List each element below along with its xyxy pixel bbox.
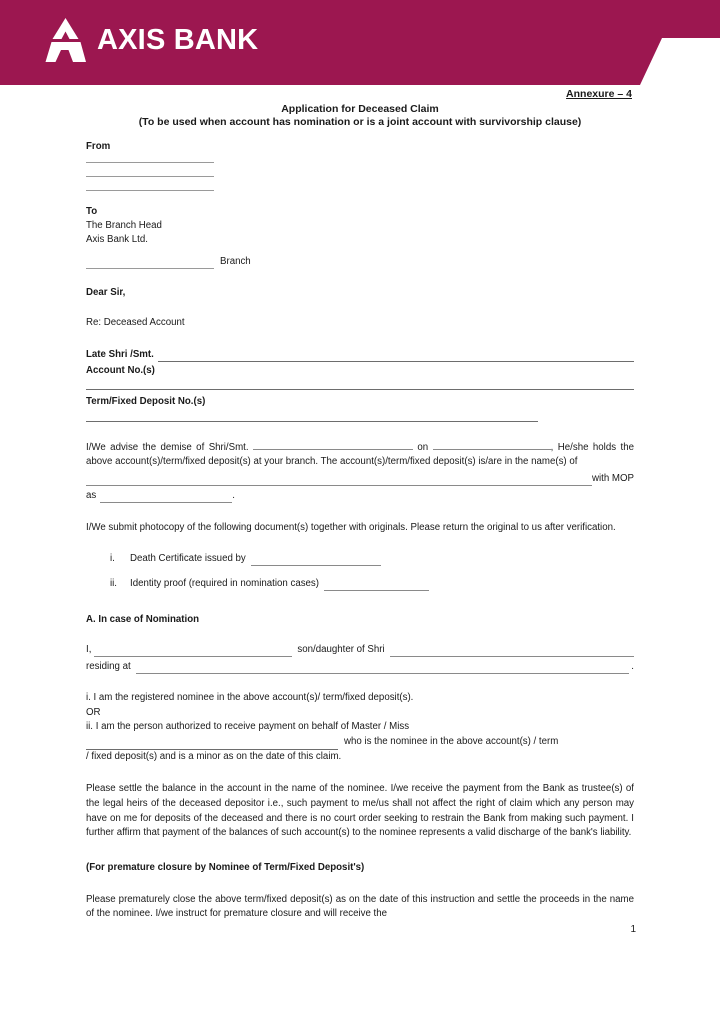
- annexure-label: Annexure – 4: [566, 88, 632, 100]
- nominee-declaration-block: [86, 691, 634, 765]
- documents-list: [86, 552, 634, 591]
- subject-line: Re: Deceased Account: [86, 317, 185, 329]
- settlement-paragraph: Please settle the balance in the account in the name of the nominee. I/we receive the payment from the Bank as trustee(s) of the legal heirs of the deceased depositor i.e., such payment to me/us shall not affect the right of claim which any person may have on me for deposits of the deceased and there is no court order seeking to restrain the Bank from making such payment. I further affirm that payment of the balances of such account(s) to the nominee represents a valid discharge of the bank's liability.: [86, 783, 634, 839]
- demise-paragraph: [86, 440, 634, 470]
- as-label: as: [86, 489, 97, 501]
- nominee-option-i: i. I am the registered nominee in the above account(s)/ term/fixed deposit(s).: [86, 691, 414, 703]
- list-item: [86, 552, 634, 566]
- demise-text-part2: on: [417, 441, 429, 453]
- account-names-input-line[interactable]: [86, 475, 592, 486]
- claimant-name-row: [86, 643, 634, 657]
- to-bank-name: Axis Bank Ltd.: [86, 233, 148, 245]
- nominee-option-ii-line3: / fixed deposit(s) and is a minor as on the date of this claim.: [86, 750, 342, 762]
- to-branch-head: The Branch Head: [86, 219, 162, 231]
- mop-value-row: [86, 489, 634, 503]
- term-deposit-input-line[interactable]: [86, 421, 538, 422]
- axis-bank-a-mark-icon: [44, 17, 88, 63]
- minor-nominee-row: [86, 735, 634, 750]
- with-mop-label: with MOP: [592, 472, 634, 484]
- father-name-input-line[interactable]: [390, 646, 634, 657]
- list-item-label: Identity proof (required in nomination cases): [130, 577, 320, 589]
- term-deposit-label: Term/Fixed Deposit No.(s): [86, 395, 206, 407]
- list-item-label: Death Certificate issued by: [130, 552, 246, 564]
- mop-input-line[interactable]: [100, 492, 232, 503]
- branch-label: Branch: [220, 256, 251, 268]
- documents-paragraph: I/We submit photocopy of the following document(s) together with originals. Please return the original to us after verification.: [86, 521, 616, 533]
- identity-proof-input-line[interactable]: [324, 581, 429, 591]
- residing-suffix: .: [631, 660, 634, 672]
- premature-closure-heading: (For premature closure by Nominee of Term/Fixed Deposit's): [86, 861, 365, 873]
- to-block: [86, 205, 634, 269]
- brand-name: AXIS BANK: [97, 23, 259, 56]
- residing-row: [86, 660, 634, 674]
- page-subtitle: (To be used when account has nomination or is a joint account with survivorship clause): [138, 116, 582, 128]
- list-item-number: ii.: [110, 577, 117, 589]
- salutation: Dear Sir,: [86, 287, 126, 299]
- from-block: [86, 140, 634, 191]
- account-no-input-line[interactable]: [86, 389, 634, 390]
- branch-row: [86, 255, 634, 269]
- nominee-or-divider: OR: [86, 706, 101, 718]
- account-no-label: Account No.(s): [86, 364, 155, 376]
- claimant-name-input-line[interactable]: [94, 646, 292, 657]
- late-name-input-line[interactable]: [158, 351, 634, 362]
- residing-label: residing at: [86, 660, 131, 672]
- minor-nominee-input-line[interactable]: [86, 738, 338, 750]
- address-input-line[interactable]: [136, 663, 630, 674]
- nominee-option-ii-line2: who is the nominee in the above account(s) / term: [344, 736, 559, 748]
- premature-closure-paragraph: Please prematurely close the above term/fixed deposit(s) as on the date of this instruction and settle the proceeds in the name of the nominee. I/we instruct for premature closure and will receive the: [86, 893, 634, 920]
- branch-input-line[interactable]: [86, 257, 214, 269]
- names-mop-row: [86, 472, 634, 486]
- demise-text-part3: , He/she holds the above account(s)/term/fixed deposit(s) at your branch. The account(s)/term/fixed deposit(s) is/are in the name(s) of: [86, 441, 634, 468]
- demise-text-part1: I/We advise the demise of Shri/Smt.: [86, 441, 249, 453]
- nominee-option-ii-line1: ii. I am the person authorized to receive payment on behalf of Master / Miss: [86, 721, 410, 733]
- list-item-number: i.: [110, 552, 115, 564]
- form-body: [86, 140, 634, 922]
- late-name-row: [86, 348, 634, 362]
- deceased-name-input-line[interactable]: [253, 440, 413, 450]
- son-daughter-label: son/daughter of Shri: [297, 643, 385, 655]
- axis-bank-logo: [44, 14, 258, 66]
- demise-date-input-line[interactable]: [433, 440, 551, 450]
- from-line-3[interactable]: [86, 190, 214, 191]
- list-item: [86, 577, 634, 591]
- page-title: Application for Deceased Claim: [281, 103, 439, 115]
- late-name-label: Late Shri /Smt.: [86, 348, 154, 360]
- section-a-heading: A. In case of Nomination: [86, 613, 200, 625]
- claimant-i-label: I,: [86, 643, 92, 655]
- from-line-2[interactable]: [86, 176, 214, 177]
- from-label: From: [86, 141, 111, 152]
- page-number: 1: [630, 924, 636, 935]
- to-label: To: [86, 206, 98, 218]
- as-suffix: .: [232, 489, 235, 501]
- death-certificate-issuer-input-line[interactable]: [251, 556, 381, 566]
- from-line-1[interactable]: [86, 162, 214, 163]
